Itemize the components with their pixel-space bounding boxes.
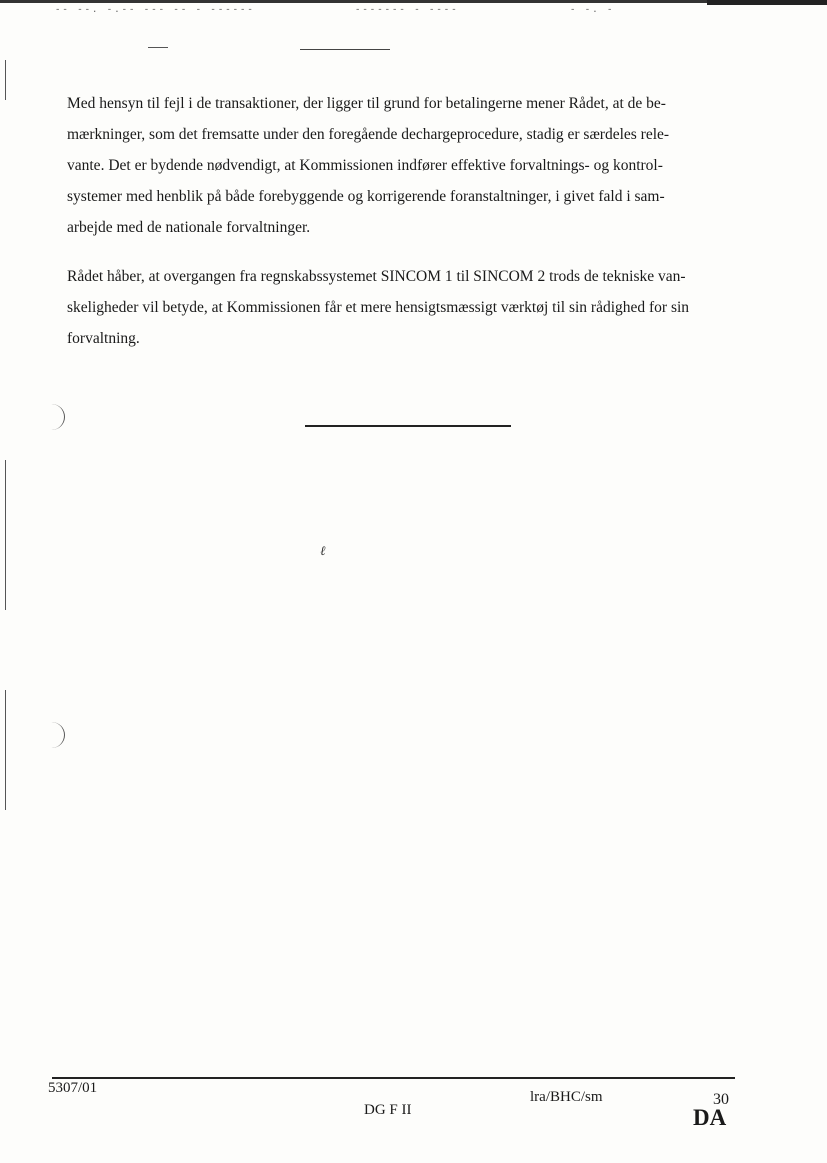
fax-header-bar — [707, 0, 827, 5]
scan-artifact-line — [148, 47, 168, 48]
paragraph-line: systemer med henblik på både forebyggende og korrigerende foranstaltninger, i givet fald i sam- — [67, 188, 665, 205]
fax-header-text: ------- - ---- — [355, 5, 459, 13]
paragraph-line: Med hensyn til fejl i de transaktioner, der ligger til grund for betalingerne mener Rådet, at de be- — [67, 95, 666, 112]
scan-edge-line — [5, 690, 6, 810]
page-number: 30 — [713, 1091, 729, 1108]
top-separator-line — [300, 49, 390, 50]
paragraph-line: vante. Det er bydende nødvendigt, at Kommissionen indfører effektive forvaltnings- og kontrol- — [67, 157, 663, 174]
paragraph-line: forvaltning. — [67, 330, 140, 347]
end-of-text-rule — [305, 425, 511, 427]
body-paragraph — [67, 261, 757, 354]
directorate-code: DG F II — [364, 1102, 412, 1118]
stray-mark: ℓ — [320, 543, 326, 558]
body-paragraph — [67, 88, 757, 243]
fax-header-text: - -. - — [570, 5, 615, 13]
paragraph-line: Rådet håber, at overgangen fra regnskabssystemet SINCOM 1 til SINCOM 2 trods de tekniske van- — [67, 268, 686, 285]
document-number: 5307/01 — [48, 1080, 98, 1096]
scan-edge-line — [5, 60, 6, 100]
reference-initials: lra/BHC/sm — [530, 1089, 603, 1105]
paragraph-line: arbejde med de nationale forvaltninger. — [67, 219, 311, 236]
punch-hole-mark — [38, 722, 65, 748]
fax-transmission-header — [0, 0, 827, 13]
fax-header-text: -- --. -.-- --- -- - ------ — [55, 5, 255, 13]
paragraph-line: mærkninger, som det fremsatte under den foregående dechargeprocedure, stadig er særdeles rele- — [67, 126, 670, 143]
footer-rule — [52, 1077, 735, 1079]
paragraph-line: skeligheder vil betyde, at Kommissionen får et mere hensigtsmæssigt værktøj til sin rådighed for sin — [67, 299, 690, 316]
language-code: DA — [693, 1105, 727, 1130]
scan-edge-line — [5, 460, 6, 610]
punch-hole-mark — [38, 404, 65, 430]
